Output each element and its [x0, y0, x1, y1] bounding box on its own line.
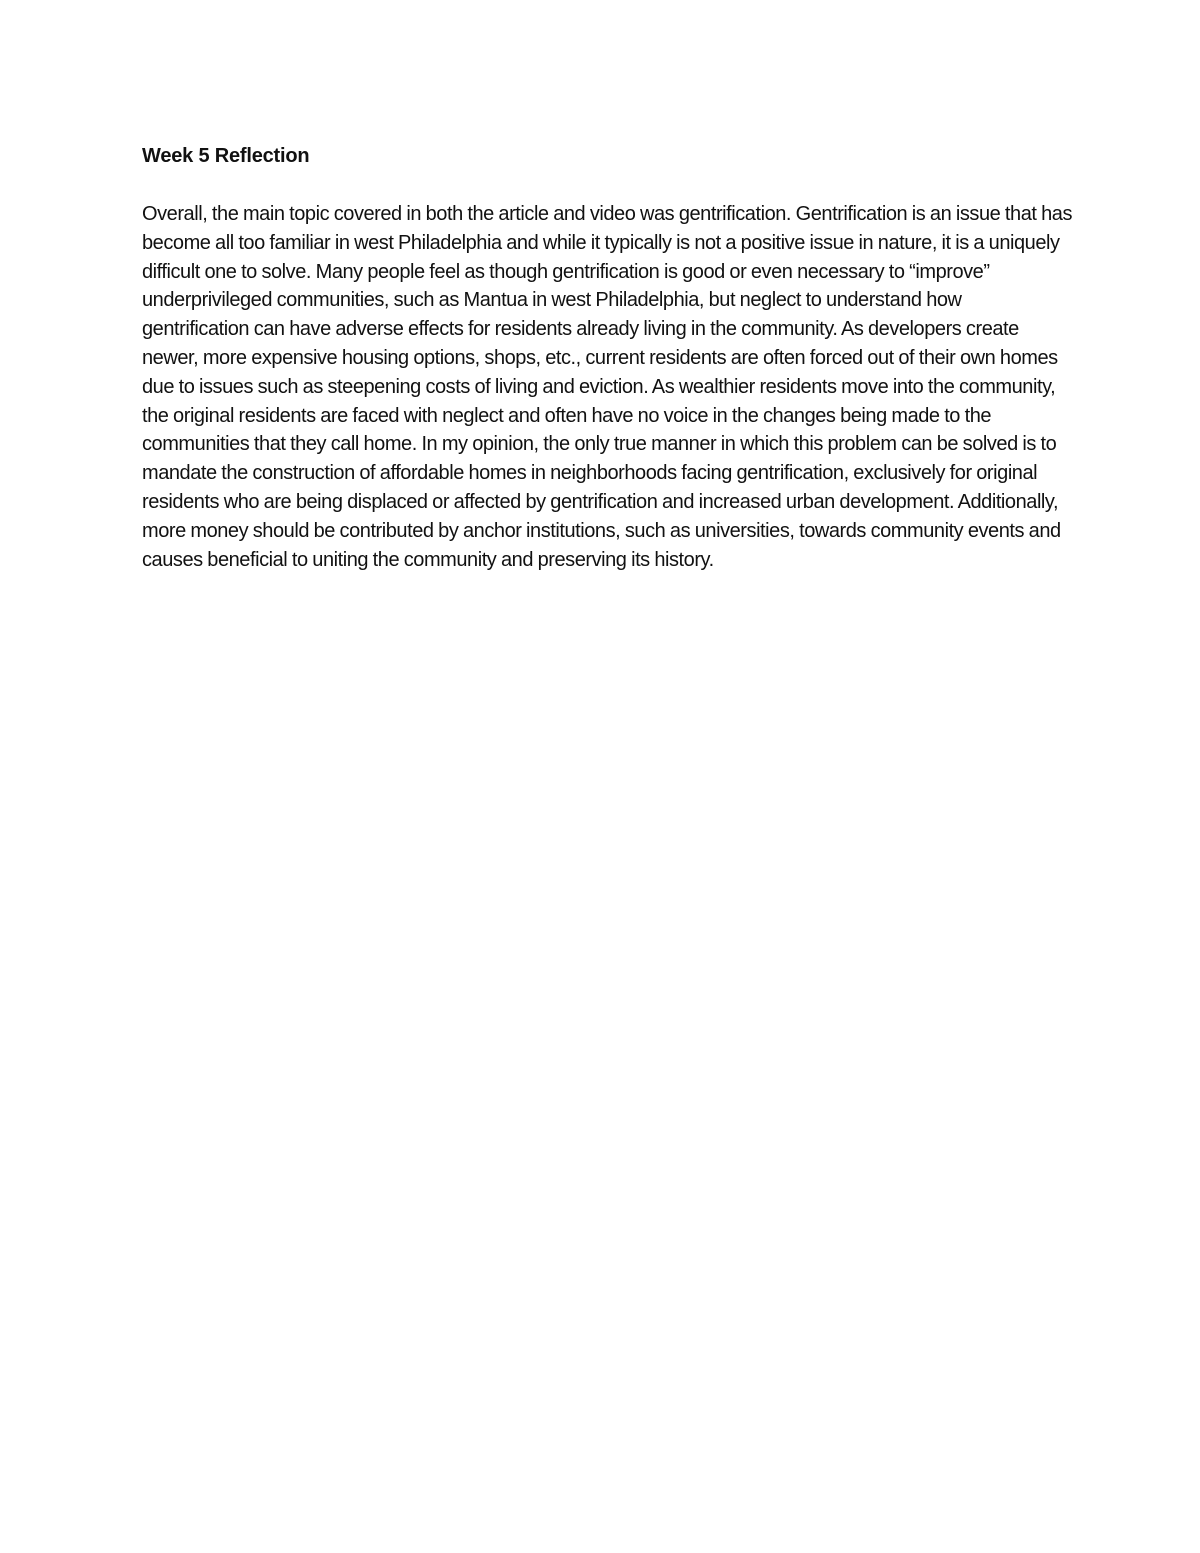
document-title: Week 5 Reflection — [142, 145, 310, 167]
document-content — [142, 142, 1072, 574]
document-paragraph: Overall, the main topic covered in both the article and video was gentrification. Gentrification is an issue that has become all too familiar in west Philadelphia and while it typically is not a positive issue in nature, it is a uniquely difficult one to solve. Many people feel as though gentrification is good or even necessary to “improve” underprivileged communities, such as Mantua in west Philadelphia, but neglect to understand how gentrification can have adverse effects for residents already living in the community. As developers create newer, more expensive housing options, shops, etc., current residents are often forced out of their own homes due to issues such as steepening costs of living and eviction. As wealthier residents move into the community, the original residents are faced with neglect and often have no voice in the changes being made to the communities that they call home. In my opinion, the only true manner in which this problem can be solved is to mandate the construction of affordable homes in neighborhoods facing gentrification, exclusively for original residents who are being displaced or affected by gentrification and increased urban development. Additionally, more money should be contributed by anchor institutions, such as universities, towards community events and causes beneficial to uniting the community and preserving its history. — [142, 203, 1072, 571]
